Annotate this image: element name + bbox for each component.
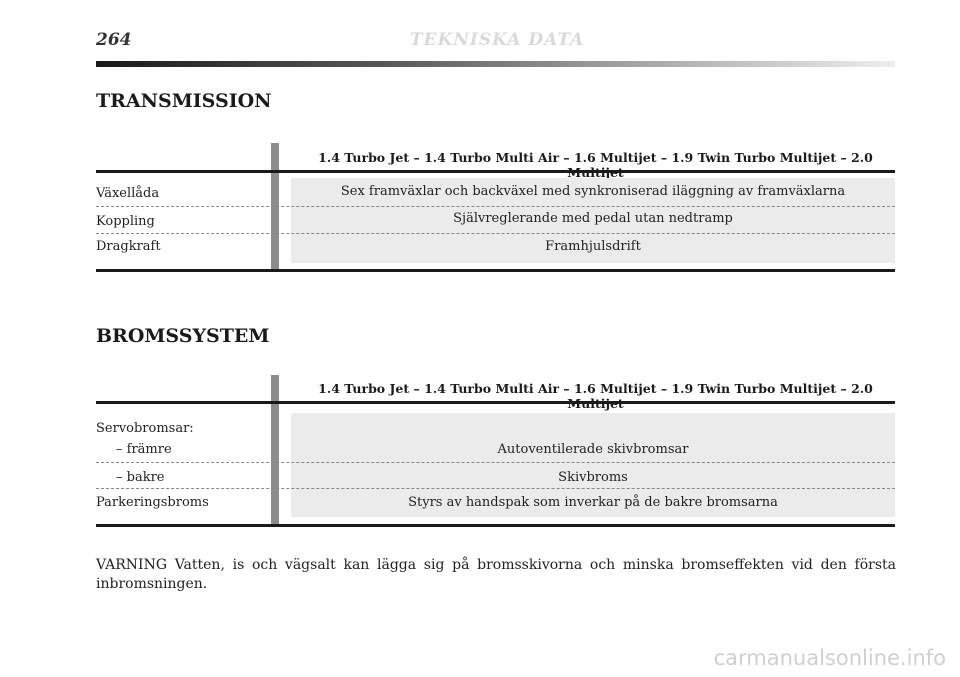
page-number: 264 <box>96 30 132 50</box>
header-gradient-bar <box>96 61 895 67</box>
row-value-framre: Autoventilerade skivbromsar <box>497 442 689 457</box>
row-label-bakre: – bakre <box>116 470 165 485</box>
row-divider <box>96 206 895 207</box>
row-label-framre: – främre <box>116 442 172 457</box>
transmission-column-header: 1.4 Turbo Jet – 1.4 Turbo Multi Air – 1.6 Multijet – 1.9 Twin Turbo Multijet – 2.0 <box>318 150 873 165</box>
row-divider <box>96 488 895 489</box>
transmission-title: TRANSMISSION <box>96 90 272 112</box>
row-label-servobromsar: Servobromsar: <box>96 421 194 436</box>
row-label-dragkraft: Dragkraft <box>96 239 161 254</box>
transmission-divider-bar <box>271 143 279 271</box>
row-divider <box>96 233 895 234</box>
brakes-column-header: 1.4 Turbo Jet – 1.4 Turbo Multi Air – 1.6 Multijet – 1.9 Twin Turbo Multijet – 2.0 <box>318 381 873 396</box>
watermark: carmanualsonline.info <box>713 646 946 670</box>
row-value-parkeringsbroms: Styrs av handspak som inverkar på de bakre bromsarna <box>408 495 778 510</box>
transmission-bottom-rule <box>96 269 895 272</box>
row-divider <box>96 462 895 463</box>
brakes-bottom-rule <box>96 524 895 527</box>
row-value-koppling: Självreglerande med pedal utan nedtramp <box>453 211 733 226</box>
warning-text: VARNING Vatten, is och vägsalt kan lägga sig på bromsskivorna och minska bromseffekten vid den första inbromsningen. <box>96 557 896 592</box>
chapter-title: TEKNISKA DATA <box>410 30 585 50</box>
brakes-divider-bar <box>271 375 279 527</box>
row-label-vaxellada: Växellåda <box>96 186 160 201</box>
row-label-parkeringsbroms: Parkeringsbroms <box>96 495 209 510</box>
row-value-dragkraft: Framhjulsdrift <box>545 239 641 254</box>
row-label-koppling: Koppling <box>96 214 155 229</box>
row-value-vaxellada: Sex framväxlar och backväxel med synkroniserad iläggning av framväxlarna <box>340 184 846 199</box>
brakes-header-rule <box>96 401 895 404</box>
brakes-title: BROMSSYSTEM <box>96 325 270 347</box>
transmission-header-rule <box>96 170 895 173</box>
row-value-bakre: Skivbroms <box>558 470 628 485</box>
